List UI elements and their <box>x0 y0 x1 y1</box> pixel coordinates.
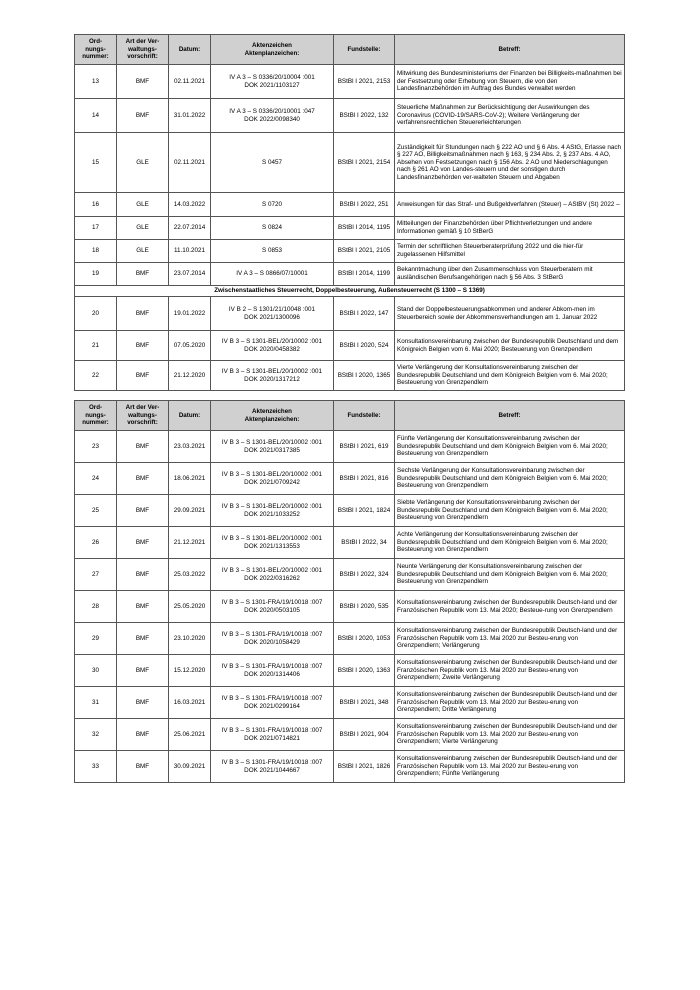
header-art: Art der Ver- waltungs- vorschrift: <box>117 35 169 65</box>
cell-ordnungsnummer: 28 <box>75 591 117 623</box>
table-row <box>75 193 625 217</box>
cell-fundstelle: BStBl I 2021, 619 <box>334 431 395 463</box>
cell-art: BMF <box>117 623 169 655</box>
cell-datum: 14.03.2022 <box>169 193 211 217</box>
cell-fundstelle: BStBl I 2014, 1195 <box>334 217 395 240</box>
cell-ordnungsnummer: 19 <box>75 263 117 286</box>
cell-datum: 31.01.2022 <box>169 99 211 133</box>
cell-datum: 02.11.2021 <box>169 65 211 99</box>
cell-aktenzeichen <box>211 431 334 463</box>
cell-aktenzeichen <box>211 99 334 133</box>
header-aktenzeichen: Aktenzeichen Aktenplanzeichen: <box>211 35 334 65</box>
table-row <box>75 687 625 719</box>
cell-fundstelle: BStBl I 2021, 2105 <box>334 240 395 263</box>
aktenzeichen-line: DOK 2022/0098340 <box>244 115 300 123</box>
aktenzeichen-line: IV B 3 – S 1301-BEL/20/10002 :001 <box>221 367 323 375</box>
aktenzeichen-line: IV B 3 – S 1301-BEL/20/10002 :001 <box>221 438 323 446</box>
cell-betreff: Fünfte Verlängerung der Konsultationsvereinbarung zwischen der Bundesrepublik Deutschland und dem Königreich Belgien vom 6. Mai 2020; Besteuerung von Grenzpendlern <box>395 431 625 463</box>
table-row <box>75 99 625 133</box>
aktenzeichen-line: DOK 2021/1103127 <box>244 81 300 89</box>
cell-aktenzeichen <box>211 240 334 263</box>
cell-ordnungsnummer: 21 <box>75 331 117 361</box>
cell-fundstelle: BStBl I 2022, 132 <box>334 99 395 133</box>
cell-ordnungsnummer: 30 <box>75 655 117 687</box>
header-datum: Datum: <box>169 401 211 431</box>
cell-ordnungsnummer: 16 <box>75 193 117 217</box>
cell-fundstelle: BStBl I 2022, 34 <box>334 527 395 559</box>
cell-ordnungsnummer: 24 <box>75 463 117 495</box>
table-header-row <box>75 35 625 65</box>
aktenzeichen-line: IV B 3 – S 1301-FRA/19/10018 :007 <box>221 758 323 766</box>
cell-fundstelle: BStBl I 2021, 1826 <box>334 751 395 783</box>
aktenzeichen-line: IV B 3 – S 1301-FRA/19/10018 :007 <box>221 694 323 702</box>
cell-ordnungsnummer: 31 <box>75 687 117 719</box>
aktenzeichen-line: IV B 2 – S 1301/21/10048 :001 <box>228 305 316 313</box>
table-row <box>75 217 625 240</box>
cell-aktenzeichen <box>211 263 334 286</box>
cell-betreff: Konsultationsvereinbarung zwischen der Bundesrepublik Deutsch-land und der Französischen Republik vom 13. Mai 2020; Besteue-rung von Grenzpendlern <box>395 591 625 623</box>
cell-ordnungsnummer: 22 <box>75 361 117 391</box>
cell-fundstelle: BStBl I 2022, 251 <box>334 193 395 217</box>
cell-aktenzeichen <box>211 559 334 591</box>
cell-betreff: Konsultationsvereinbarung zwischen der Bundesrepublik Deutsch-land und der Französischen Republik vom 13. Mai 2020 zur Besteu-erung von Grenzpendlern; Vierte Verlängerung <box>395 719 625 751</box>
cell-betreff: Achte Verlängerung der Konsultationsvereinbarung zwischen der Bundesrepublik Deutschland und dem Königreich Belgien vom 6. Mai 2020; Besteuerung von Grenzpendlern <box>395 527 625 559</box>
aktenzeichen-line: DOK 2021/0709242 <box>244 478 300 486</box>
aktenzeichen-line: IV B 3 – S 1301-FRA/19/10018 :007 <box>221 630 323 638</box>
cell-art: GLE <box>117 133 169 193</box>
aktenzeichen-line: DOK 2021/0714821 <box>244 734 300 742</box>
cell-datum: 25.05.2020 <box>169 591 211 623</box>
cell-ordnungsnummer: 33 <box>75 751 117 783</box>
table-row <box>75 361 625 391</box>
cell-betreff: Mitwirkung des Bundesministeriums der Finanzen bei Billigkeits-maßnahmen bei der Festsetzung oder Erhebung von Steuern, die von den Landesfinanzbehörden im Auftrag des Bundes verwaltet werden <box>395 65 625 99</box>
cell-betreff: Anweisungen für das Straf- und Bußgeldverfahren (Steuer) – AStBV (St) 2022 – <box>395 193 625 217</box>
aktenzeichen-line: DOK 2021/1313553 <box>244 542 300 550</box>
cell-aktenzeichen <box>211 331 334 361</box>
cell-datum: 21.12.2021 <box>169 527 211 559</box>
cell-datum: 07.05.2020 <box>169 331 211 361</box>
cell-aktenzeichen <box>211 495 334 527</box>
cell-fundstelle: BStBl I 2020, 524 <box>334 331 395 361</box>
aktenzeichen-line: S 0457 <box>262 158 282 166</box>
cell-art: GLE <box>117 193 169 217</box>
table-row <box>75 297 625 331</box>
cell-betreff: Konsultationsvereinbarung zwischen der Bundesrepublik Deutschland und dem Königreich Belgien vom 6. Mai 2020; Besteuerung von Grenzpendlern <box>395 331 625 361</box>
cell-ordnungsnummer: 29 <box>75 623 117 655</box>
cell-ordnungsnummer: 23 <box>75 431 117 463</box>
cell-betreff: Neunte Verlängerung der Konsultationsvereinbarung zwischen der Bundesrepublik Deutschland und dem Königreich Belgien vom 6. Mai 2020; Besteuerung von Grenzpendlern <box>395 559 625 591</box>
cell-betreff: Konsultationsvereinbarung zwischen der Bundesrepublik Deutsch-land und der Französischen Republik vom 13. Mai 2020 zur Besteu-erung von Grenzpendlern; Dritte Verlängerung <box>395 687 625 719</box>
table-row <box>75 263 625 286</box>
header-betreff: Betreff: <box>395 35 625 65</box>
table-row <box>75 655 625 687</box>
cell-art: GLE <box>117 217 169 240</box>
header-fundstelle: Fundstelle: <box>334 35 395 65</box>
cell-aktenzeichen <box>211 687 334 719</box>
cell-fundstelle: BStBl I 2022, 324 <box>334 559 395 591</box>
header-datum: Datum: <box>169 35 211 65</box>
cell-datum: 21.12.2020 <box>169 361 211 391</box>
cell-aktenzeichen <box>211 65 334 99</box>
cell-aktenzeichen <box>211 217 334 240</box>
cell-art: BMF <box>117 719 169 751</box>
cell-ordnungsnummer: 18 <box>75 240 117 263</box>
cell-fundstelle: BStBl I 2021, 348 <box>334 687 395 719</box>
cell-ordnungsnummer: 13 <box>75 65 117 99</box>
header-fundstelle: Fundstelle: <box>334 401 395 431</box>
cell-art: BMF <box>117 297 169 331</box>
cell-fundstelle: BStBl I 2021, 2154 <box>334 133 395 193</box>
cell-ordnungsnummer: 17 <box>75 217 117 240</box>
cell-datum: 25.03.2022 <box>169 559 211 591</box>
cell-art: BMF <box>117 65 169 99</box>
cell-fundstelle: BStBl I 2020, 1365 <box>334 361 395 391</box>
cell-aktenzeichen <box>211 463 334 495</box>
aktenzeichen-line: DOK 2021/1300096 <box>244 313 300 321</box>
aktenzeichen-line: DOK 2020/1058429 <box>244 638 300 646</box>
cell-fundstelle: BStBl I 2022, 147 <box>334 297 395 331</box>
cell-datum: 23.03.2021 <box>169 431 211 463</box>
cell-art: BMF <box>117 99 169 133</box>
aktenzeichen-line: S 0824 <box>262 224 282 232</box>
cell-aktenzeichen <box>211 751 334 783</box>
cell-datum: 19.01.2022 <box>169 297 211 331</box>
header-art: Art der Ver- waltungs- vorschrift: <box>117 401 169 431</box>
cell-aktenzeichen <box>211 297 334 331</box>
section-heading: Zwischenstaatliches Steuerrecht, Doppelbesteuerung, Außensteuerrecht (S 1300 – S 1369) <box>75 286 625 297</box>
cell-betreff: Zuständigkeit für Stundungen nach § 222 AO und § 6 Abs. 4 AStG, Erlasse nach § 227 AO, Billigkeitsmaßnahmen nach § 163, § 234 Abs. 2, § 237 Abs. 4 AO, Absehen von Festsetzungen nach § 156 Abs. 2 AO und Niederschlagungen nach § 261 AO von Landes-steuern und der sonstigen durch Landesfinanzbehörden ver-walteten Steuern und Abgaben <box>395 133 625 193</box>
aktenzeichen-line: DOK 2021/0299164 <box>244 702 300 710</box>
table-row <box>75 751 625 783</box>
cell-datum: 23.07.2014 <box>169 263 211 286</box>
aktenzeichen-line: IV B 3 – S 1301-BEL/20/10002 :001 <box>221 534 323 542</box>
aktenzeichen-line: DOK 2020/0458382 <box>244 345 300 353</box>
cell-aktenzeichen <box>211 719 334 751</box>
cell-datum: 15.12.2020 <box>169 655 211 687</box>
aktenzeichen-line: DOK 2020/1317212 <box>244 375 300 383</box>
cell-art: BMF <box>117 527 169 559</box>
cell-aktenzeichen <box>211 527 334 559</box>
aktenzeichen-line: IV A 3 – S 0866/07/10001 <box>236 270 308 278</box>
table-row <box>75 559 625 591</box>
cell-ordnungsnummer: 25 <box>75 495 117 527</box>
aktenzeichen-line: IV B 3 – S 1301-BEL/20/10002 :001 <box>221 337 323 345</box>
cell-art: BMF <box>117 591 169 623</box>
aktenzeichen-line: DOK 2021/1033252 <box>244 510 300 518</box>
table-row <box>75 240 625 263</box>
cell-art: BMF <box>117 687 169 719</box>
aktenzeichen-line: IV B 3 – S 1301-FRA/19/10018 :007 <box>221 726 323 734</box>
aktenzeichen-line: DOK 2022/0316262 <box>244 574 300 582</box>
section-heading-row <box>75 286 625 297</box>
table-row <box>75 463 625 495</box>
header-betreff: Betreff: <box>395 401 625 431</box>
cell-fundstelle: BStBl I 2020, 1053 <box>334 623 395 655</box>
cell-ordnungsnummer: 32 <box>75 719 117 751</box>
cell-aktenzeichen <box>211 591 334 623</box>
table-row <box>75 133 625 193</box>
cell-betreff: Konsultationsvereinbarung zwischen der Bundesrepublik Deutsch-land und der Französischen Republik vom 13. Mai 2020 zur Besteu-erung von Grenzpendlern; Fünfte Verlängerung <box>395 751 625 783</box>
aktenzeichen-line: DOK 2020/1314406 <box>244 670 300 678</box>
cell-datum: 02.11.2021 <box>169 133 211 193</box>
cell-betreff: Bekanntmachung über den Zusammenschluss von Steuerberatern mit ausländischen Berufsangehörigen nach § 56 Abs. 3 StBerG <box>395 263 625 286</box>
cell-aktenzeichen <box>211 193 334 217</box>
cell-aktenzeichen <box>211 655 334 687</box>
cell-art: BMF <box>117 361 169 391</box>
cell-datum: 25.06.2021 <box>169 719 211 751</box>
table-row <box>75 719 625 751</box>
aktenzeichen-line: IV B 3 – S 1301-FRA/19/10018 :007 <box>221 662 323 670</box>
cell-aktenzeichen <box>211 361 334 391</box>
cell-art: BMF <box>117 263 169 286</box>
cell-art: BMF <box>117 495 169 527</box>
cell-ordnungsnummer: 20 <box>75 297 117 331</box>
cell-datum: 16.03.2021 <box>169 687 211 719</box>
header-ordnungsnummer: Ord- nungs- nummer: <box>75 35 117 65</box>
aktenzeichen-line: IV B 3 – S 1301-BEL/20/10002 :001 <box>221 566 323 574</box>
header-aktenzeichen: Aktenzeichen Aktenplanzeichen: <box>211 401 334 431</box>
cell-betreff: Sechste Verlängerung der Konsultationsvereinbarung zwischen der Bundesrepublik Deutschland und dem Königreich Belgien vom 6. Mai 2020; Besteuerung von Grenzpendlern <box>395 463 625 495</box>
cell-betreff: Mitteilungen der Finanzbehörden über Pflichtverletzungen und andere Informationen gemäß § 10 StBerG <box>395 217 625 240</box>
table-row <box>75 431 625 463</box>
cell-ordnungsnummer: 27 <box>75 559 117 591</box>
aktenzeichen-line: DOK 2021/1044667 <box>244 766 300 774</box>
aktenzeichen-line: DOK 2020/0503105 <box>244 606 300 614</box>
cell-datum: 23.10.2020 <box>169 623 211 655</box>
cell-aktenzeichen <box>211 623 334 655</box>
cell-aktenzeichen <box>211 133 334 193</box>
regulation-table-2 <box>74 400 625 783</box>
aktenzeichen-line: IV B 3 – S 1301-FRA/19/10018 :007 <box>221 598 323 606</box>
cell-betreff: Konsultationsvereinbarung zwischen der Bundesrepublik Deutsch-land und der Französischen Republik vom 13. Mai 2020 zur Besteu-erung von Grenzpendlern; Verlängerung <box>395 623 625 655</box>
cell-fundstelle: BStBl I 2021, 1824 <box>334 495 395 527</box>
cell-ordnungsnummer: 26 <box>75 527 117 559</box>
aktenzeichen-line: S 0720 <box>262 200 282 208</box>
cell-fundstelle: BStBl I 2021, 2153 <box>334 65 395 99</box>
aktenzeichen-line: IV A 3 – S 0336/20/10001 :047 <box>229 107 315 115</box>
aktenzeichen-line: IV B 3 – S 1301-BEL/20/10002 :001 <box>221 502 323 510</box>
aktenzeichen-line: IV B 3 – S 1301-BEL/20/10002 :001 <box>221 470 323 478</box>
table-header-row <box>75 401 625 431</box>
table-row <box>75 591 625 623</box>
aktenzeichen-line: IV A 3 – S 0336/20/10004 :001 <box>229 73 315 81</box>
cell-ordnungsnummer: 15 <box>75 133 117 193</box>
cell-art: BMF <box>117 655 169 687</box>
cell-betreff: Vierte Verlängerung der Konsultationsvereinbarung zwischen der Bundesrepublik Deutschland und dem Königreich Belgien vom 6. Mai 2020; Besteuerung von Grenzpendlern <box>395 361 625 391</box>
table-row <box>75 331 625 361</box>
cell-art: BMF <box>117 331 169 361</box>
cell-datum: 11.10.2021 <box>169 240 211 263</box>
aktenzeichen-line: S 0853 <box>262 247 282 255</box>
table-row <box>75 527 625 559</box>
cell-betreff: Termin der schriftlichen Steuerberaterprüfung 2022 und die hier-für zugelassenen Hilfsmittel <box>395 240 625 263</box>
cell-fundstelle: BStBl I 2021, 816 <box>334 463 395 495</box>
cell-datum: 29.09.2021 <box>169 495 211 527</box>
cell-fundstelle: BStBl I 2021, 904 <box>334 719 395 751</box>
regulation-table-1 <box>74 34 625 391</box>
aktenzeichen-line: DOK 2021/0317385 <box>244 446 300 454</box>
cell-betreff: Steuerliche Maßnahmen zur Berücksichtigung der Auswirkungen des Coronavirus (COVID-19/SARS-CoV-2); Weitere Verlängerung der verfahrensrechtlichen Steuererleichterungen <box>395 99 625 133</box>
table-row <box>75 623 625 655</box>
cell-art: BMF <box>117 559 169 591</box>
cell-fundstelle: BStBl I 2020, 535 <box>334 591 395 623</box>
cell-fundstelle: BStBl I 2014, 1199 <box>334 263 395 286</box>
cell-datum: 30.09.2021 <box>169 751 211 783</box>
cell-datum: 22.07.2014 <box>169 217 211 240</box>
cell-art: BMF <box>117 751 169 783</box>
header-ordnungsnummer: Ord- nungs- nummer: <box>75 401 117 431</box>
cell-betreff: Konsultationsvereinbarung zwischen der Bundesrepublik Deutsch-land und der Französischen Republik vom 13. Mai 2020 zur Besteu-erung von Grenzpendlern; Zweite Verlängerung <box>395 655 625 687</box>
cell-art: BMF <box>117 463 169 495</box>
cell-art: GLE <box>117 240 169 263</box>
cell-art: BMF <box>117 431 169 463</box>
cell-betreff: Stand der Doppelbesteuerungsabkommen und anderer Abkom-men im Steuerbereich sowie der Abkommensverhandlungen am 1. Januar 2022 <box>395 297 625 331</box>
table-row <box>75 495 625 527</box>
cell-betreff: Siebte Verlängerung der Konsultationsvereinbarung zwischen der Bundesrepublik Deutschland und dem Königreich Belgien vom 6. Mai 2020; Besteuerung von Grenzpendlern <box>395 495 625 527</box>
cell-datum: 18.06.2021 <box>169 463 211 495</box>
cell-fundstelle: BStBl I 2020, 1363 <box>334 655 395 687</box>
table-row <box>75 65 625 99</box>
cell-ordnungsnummer: 14 <box>75 99 117 133</box>
